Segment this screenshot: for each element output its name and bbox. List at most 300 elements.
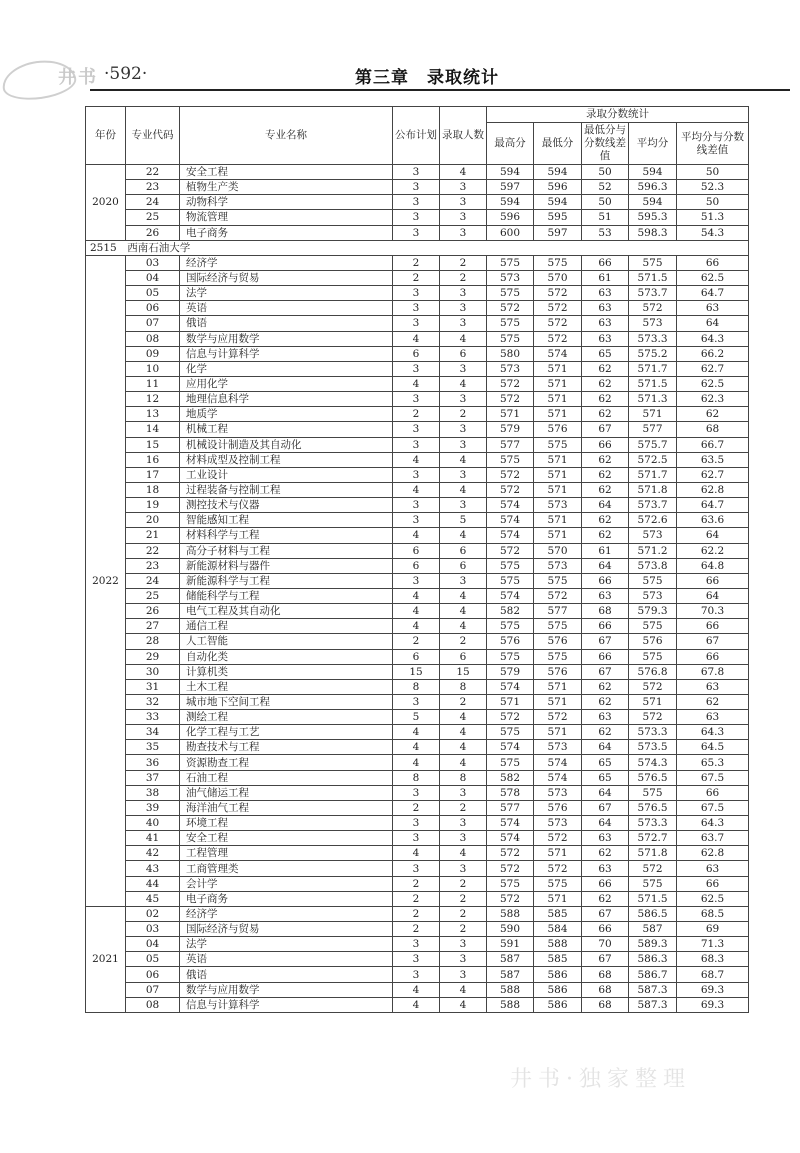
max-cell: 575 (487, 331, 534, 346)
min-cell: 575 (534, 649, 582, 664)
min-diff-cell: 62 (582, 467, 629, 482)
min-cell: 585 (534, 906, 582, 921)
code-cell: 22 (126, 165, 180, 180)
major-cell: 工业设计 (180, 467, 393, 482)
major-cell: 环境工程 (180, 816, 393, 831)
avg-cell: 572 (629, 861, 677, 876)
min-diff-cell: 66 (582, 619, 629, 634)
min-cell: 574 (534, 755, 582, 770)
major-cell: 法学 (180, 937, 393, 952)
code-cell: 15 (126, 437, 180, 452)
admitted-cell: 3 (440, 785, 487, 800)
plan-cell: 4 (393, 604, 440, 619)
plan-cell: 3 (393, 361, 440, 376)
admitted-cell: 2 (440, 906, 487, 921)
admitted-cell: 4 (440, 740, 487, 755)
code-cell: 31 (126, 679, 180, 694)
table-row (86, 316, 749, 331)
table-row (86, 891, 749, 906)
major-cell: 智能感知工程 (180, 513, 393, 528)
avg-cell: 571.8 (629, 846, 677, 861)
max-cell: 575 (487, 725, 534, 740)
code-cell: 06 (126, 301, 180, 316)
major-cell: 化学 (180, 361, 393, 376)
min-cell: 572 (534, 301, 582, 316)
min-diff-cell: 50 (582, 165, 629, 180)
min-cell: 571 (534, 528, 582, 543)
min-diff-cell: 63 (582, 861, 629, 876)
plan-cell: 4 (393, 376, 440, 391)
code-cell: 02 (126, 906, 180, 921)
code-cell: 20 (126, 513, 180, 528)
admitted-cell: 4 (440, 755, 487, 770)
code-cell: 44 (126, 876, 180, 891)
min-cell: 573 (534, 740, 582, 755)
min-cell: 572 (534, 316, 582, 331)
admitted-cell: 4 (440, 528, 487, 543)
avg-diff-cell: 66 (677, 573, 749, 588)
header-major: 专业名称 (180, 107, 393, 165)
admitted-cell: 4 (440, 846, 487, 861)
max-cell: 590 (487, 922, 534, 937)
max-cell: 575 (487, 755, 534, 770)
major-cell: 地质学 (180, 407, 393, 422)
min-cell: 571 (534, 392, 582, 407)
major-cell: 电子商务 (180, 891, 393, 906)
code-cell: 18 (126, 482, 180, 497)
plan-cell: 3 (393, 422, 440, 437)
min-diff-cell: 62 (582, 725, 629, 740)
code-cell: 30 (126, 664, 180, 679)
table-row (86, 195, 749, 210)
code-cell: 10 (126, 361, 180, 376)
max-cell: 572 (487, 392, 534, 407)
max-cell: 575 (487, 558, 534, 573)
major-cell: 信息与计算科学 (180, 997, 393, 1012)
logo-text: 井书 (58, 67, 98, 88)
table-row (86, 255, 749, 270)
plan-cell: 3 (393, 937, 440, 952)
min-cell: 594 (534, 195, 582, 210)
min-cell: 594 (534, 165, 582, 180)
major-cell: 经济学 (180, 906, 393, 921)
admitted-cell: 2 (440, 255, 487, 270)
admitted-cell: 4 (440, 604, 487, 619)
table-row (86, 346, 749, 361)
avg-diff-cell: 62.8 (677, 482, 749, 497)
min-cell: 573 (534, 558, 582, 573)
major-cell: 过程装备与控制工程 (180, 482, 393, 497)
admitted-cell: 3 (440, 301, 487, 316)
min-diff-cell: 66 (582, 437, 629, 452)
plan-cell: 3 (393, 316, 440, 331)
avg-diff-cell: 68 (677, 422, 749, 437)
code-cell: 05 (126, 952, 180, 967)
major-cell: 储能科学与工程 (180, 588, 393, 603)
max-cell: 575 (487, 255, 534, 270)
table-row (86, 619, 749, 634)
table-row (86, 588, 749, 603)
major-cell: 材料科学与工程 (180, 528, 393, 543)
major-cell: 安全工程 (180, 831, 393, 846)
max-cell: 575 (487, 452, 534, 467)
avg-diff-cell: 64.3 (677, 331, 749, 346)
min-diff-cell: 62 (582, 361, 629, 376)
min-cell: 574 (534, 770, 582, 785)
plan-cell: 8 (393, 679, 440, 694)
min-diff-cell: 61 (582, 543, 629, 558)
table-row (86, 604, 749, 619)
min-diff-cell: 66 (582, 255, 629, 270)
plan-cell: 3 (393, 392, 440, 407)
max-cell: 575 (487, 619, 534, 634)
min-diff-cell: 68 (582, 967, 629, 982)
header-avg: 平均分 (629, 123, 677, 165)
major-cell: 测绘工程 (180, 710, 393, 725)
admitted-cell: 15 (440, 664, 487, 679)
code-cell: 08 (126, 997, 180, 1012)
plan-cell: 3 (393, 831, 440, 846)
min-diff-cell: 62 (582, 513, 629, 528)
admitted-cell: 4 (440, 165, 487, 180)
min-cell: 573 (534, 498, 582, 513)
min-cell: 571 (534, 891, 582, 906)
avg-cell: 571.8 (629, 482, 677, 497)
code-cell: 40 (126, 816, 180, 831)
table-row (86, 498, 749, 513)
avg-cell: 586.7 (629, 967, 677, 982)
table-row (86, 270, 749, 285)
major-cell: 英语 (180, 301, 393, 316)
avg-cell: 571 (629, 407, 677, 422)
plan-cell: 3 (393, 437, 440, 452)
avg-diff-cell: 62.7 (677, 467, 749, 482)
major-cell: 数学与应用数学 (180, 982, 393, 997)
table-row (86, 422, 749, 437)
min-diff-cell: 67 (582, 800, 629, 815)
avg-cell: 575 (629, 649, 677, 664)
code-cell: 41 (126, 831, 180, 846)
avg-cell: 586.5 (629, 906, 677, 921)
avg-diff-cell: 70.3 (677, 604, 749, 619)
avg-cell: 575 (629, 619, 677, 634)
table-row (86, 937, 749, 952)
plan-cell: 3 (393, 225, 440, 240)
min-diff-cell: 62 (582, 846, 629, 861)
plan-cell: 3 (393, 467, 440, 482)
min-diff-cell: 62 (582, 694, 629, 709)
max-cell: 574 (487, 831, 534, 846)
avg-cell: 598.3 (629, 225, 677, 240)
min-diff-cell: 67 (582, 422, 629, 437)
max-cell: 600 (487, 225, 534, 240)
plan-cell: 6 (393, 346, 440, 361)
admitted-cell: 3 (440, 392, 487, 407)
min-diff-cell: 52 (582, 180, 629, 195)
avg-diff-cell: 63.5 (677, 452, 749, 467)
avg-cell: 576.5 (629, 800, 677, 815)
avg-diff-cell: 66 (677, 649, 749, 664)
year-cell: 2020 (86, 165, 126, 241)
min-diff-cell: 68 (582, 997, 629, 1012)
major-cell: 信息与计算科学 (180, 346, 393, 361)
code-cell: 24 (126, 195, 180, 210)
plan-cell: 2 (393, 634, 440, 649)
min-cell: 586 (534, 997, 582, 1012)
code-cell: 04 (126, 937, 180, 952)
major-cell: 国际经济与贸易 (180, 270, 393, 285)
avg-diff-cell: 66.2 (677, 346, 749, 361)
plan-cell: 4 (393, 482, 440, 497)
min-cell: 572 (534, 331, 582, 346)
admitted-cell: 3 (440, 422, 487, 437)
max-cell: 574 (487, 740, 534, 755)
avg-diff-cell: 64 (677, 588, 749, 603)
min-diff-cell: 53 (582, 225, 629, 240)
min-cell: 573 (534, 785, 582, 800)
table-row (86, 861, 749, 876)
table-row (86, 922, 749, 937)
avg-cell: 575.2 (629, 346, 677, 361)
max-cell: 579 (487, 422, 534, 437)
table-row (86, 755, 749, 770)
plan-cell: 4 (393, 528, 440, 543)
max-cell: 577 (487, 437, 534, 452)
table-row (86, 301, 749, 316)
admitted-cell: 4 (440, 588, 487, 603)
table-row (86, 634, 749, 649)
max-cell: 574 (487, 588, 534, 603)
table-row (86, 785, 749, 800)
table-row (86, 361, 749, 376)
avg-diff-cell: 69.3 (677, 982, 749, 997)
min-diff-cell: 68 (582, 604, 629, 619)
major-cell: 俄语 (180, 967, 393, 982)
major-cell: 人工智能 (180, 634, 393, 649)
plan-cell: 3 (393, 165, 440, 180)
max-cell: 574 (487, 528, 534, 543)
min-cell: 596 (534, 180, 582, 195)
major-cell: 机械设计制造及其自动化 (180, 437, 393, 452)
table-row (86, 528, 749, 543)
min-diff-cell: 62 (582, 376, 629, 391)
max-cell: 579 (487, 664, 534, 679)
avg-cell: 572.6 (629, 513, 677, 528)
avg-cell: 573.5 (629, 740, 677, 755)
min-cell: 571 (534, 361, 582, 376)
avg-diff-cell: 63.6 (677, 513, 749, 528)
admitted-cell: 3 (440, 498, 487, 513)
major-cell: 数学与应用数学 (180, 331, 393, 346)
code-cell: 33 (126, 710, 180, 725)
min-cell: 571 (534, 694, 582, 709)
avg-cell: 589.3 (629, 937, 677, 952)
page-number: ·592· (104, 64, 148, 84)
avg-cell: 587 (629, 922, 677, 937)
table-row (86, 800, 749, 815)
admitted-cell: 2 (440, 407, 487, 422)
avg-cell: 571.5 (629, 376, 677, 391)
min-diff-cell: 66 (582, 876, 629, 891)
table-row (86, 407, 749, 422)
table-row (86, 967, 749, 982)
code-cell: 26 (126, 225, 180, 240)
plan-cell: 4 (393, 331, 440, 346)
avg-diff-cell: 69 (677, 922, 749, 937)
admission-table-container (85, 106, 748, 1013)
admitted-cell: 5 (440, 513, 487, 528)
admitted-cell: 2 (440, 891, 487, 906)
header-avg-diff: 平均分与分数线差值 (677, 123, 749, 165)
admitted-cell: 4 (440, 331, 487, 346)
min-diff-cell: 62 (582, 392, 629, 407)
avg-diff-cell: 52.3 (677, 180, 749, 195)
plan-cell: 3 (393, 180, 440, 195)
code-cell: 25 (126, 588, 180, 603)
avg-diff-cell: 62 (677, 694, 749, 709)
max-cell: 575 (487, 316, 534, 331)
admitted-cell: 2 (440, 876, 487, 891)
min-cell: 575 (534, 255, 582, 270)
max-cell: 572 (487, 301, 534, 316)
table-row (86, 664, 749, 679)
major-cell: 工商管理类 (180, 861, 393, 876)
avg-cell: 595.3 (629, 210, 677, 225)
code-cell: 05 (126, 286, 180, 301)
code-cell: 04 (126, 270, 180, 285)
min-cell: 571 (534, 452, 582, 467)
plan-cell: 3 (393, 286, 440, 301)
table-row (86, 770, 749, 785)
admitted-cell: 3 (440, 952, 487, 967)
min-diff-cell: 61 (582, 270, 629, 285)
plan-cell: 5 (393, 710, 440, 725)
table-row (86, 694, 749, 709)
min-diff-cell: 65 (582, 755, 629, 770)
avg-cell: 594 (629, 165, 677, 180)
avg-cell: 586.3 (629, 952, 677, 967)
plan-cell: 3 (393, 573, 440, 588)
major-cell: 安全工程 (180, 165, 393, 180)
page-header (0, 55, 800, 91)
plan-cell: 3 (393, 967, 440, 982)
max-cell: 572 (487, 482, 534, 497)
plan-cell: 2 (393, 906, 440, 921)
chapter-title: 第三章 录取统计 (355, 68, 499, 88)
table-row (86, 679, 749, 694)
admitted-cell: 2 (440, 694, 487, 709)
avg-diff-cell: 63 (677, 710, 749, 725)
admitted-cell: 2 (440, 634, 487, 649)
min-diff-cell: 50 (582, 195, 629, 210)
admitted-cell: 3 (440, 361, 487, 376)
avg-diff-cell: 65.3 (677, 755, 749, 770)
min-cell: 597 (534, 225, 582, 240)
header-min: 最低分 (534, 123, 582, 165)
header-code: 专业代码 (126, 107, 180, 165)
max-cell: 572 (487, 543, 534, 558)
max-cell: 572 (487, 376, 534, 391)
min-cell: 572 (534, 831, 582, 846)
admitted-cell: 4 (440, 997, 487, 1012)
avg-diff-cell: 50 (677, 165, 749, 180)
major-cell: 地理信息科学 (180, 392, 393, 407)
admitted-cell: 4 (440, 482, 487, 497)
major-cell: 高分子材料与工程 (180, 543, 393, 558)
min-cell: 586 (534, 967, 582, 982)
admitted-cell: 3 (440, 180, 487, 195)
plan-cell: 3 (393, 498, 440, 513)
max-cell: 575 (487, 876, 534, 891)
code-cell: 42 (126, 846, 180, 861)
avg-cell: 572 (629, 679, 677, 694)
table-row (86, 452, 749, 467)
plan-cell: 2 (393, 891, 440, 906)
avg-cell: 575.7 (629, 437, 677, 452)
min-cell: 570 (534, 543, 582, 558)
min-diff-cell: 63 (582, 588, 629, 603)
max-cell: 572 (487, 846, 534, 861)
min-cell: 575 (534, 573, 582, 588)
code-cell: 17 (126, 467, 180, 482)
table-row (86, 573, 749, 588)
avg-cell: 596.3 (629, 180, 677, 195)
table-row (86, 392, 749, 407)
avg-cell: 571.7 (629, 467, 677, 482)
avg-diff-cell: 62.3 (677, 392, 749, 407)
university-name: 2515 西南石油大学 (86, 240, 749, 255)
avg-diff-cell: 66 (677, 876, 749, 891)
max-cell: 578 (487, 785, 534, 800)
admission-table (85, 106, 749, 1013)
min-cell: 576 (534, 664, 582, 679)
major-cell: 经济学 (180, 255, 393, 270)
min-cell: 571 (534, 846, 582, 861)
avg-cell: 573.7 (629, 498, 677, 513)
avg-diff-cell: 64 (677, 528, 749, 543)
avg-cell: 573.7 (629, 286, 677, 301)
code-cell: 23 (126, 558, 180, 573)
avg-cell: 572 (629, 710, 677, 725)
max-cell: 572 (487, 891, 534, 906)
min-cell: 576 (534, 800, 582, 815)
max-cell: 574 (487, 816, 534, 831)
min-diff-cell: 64 (582, 558, 629, 573)
min-cell: 571 (534, 725, 582, 740)
plan-cell: 2 (393, 255, 440, 270)
plan-cell: 3 (393, 785, 440, 800)
code-cell: 07 (126, 982, 180, 997)
avg-cell: 571 (629, 694, 677, 709)
avg-cell: 573 (629, 316, 677, 331)
max-cell: 582 (487, 604, 534, 619)
plan-cell: 15 (393, 664, 440, 679)
avg-cell: 587.3 (629, 997, 677, 1012)
table-row (86, 467, 749, 482)
max-cell: 572 (487, 861, 534, 876)
major-cell: 自动化类 (180, 649, 393, 664)
min-diff-cell: 67 (582, 906, 629, 921)
min-cell: 571 (534, 376, 582, 391)
plan-cell: 6 (393, 649, 440, 664)
code-cell: 38 (126, 785, 180, 800)
header-min-diff: 最低分与分数线差值 (582, 123, 629, 165)
table-body (86, 165, 749, 1013)
code-cell: 21 (126, 528, 180, 543)
min-diff-cell: 64 (582, 740, 629, 755)
header-rule (90, 89, 790, 91)
avg-diff-cell: 66.7 (677, 437, 749, 452)
